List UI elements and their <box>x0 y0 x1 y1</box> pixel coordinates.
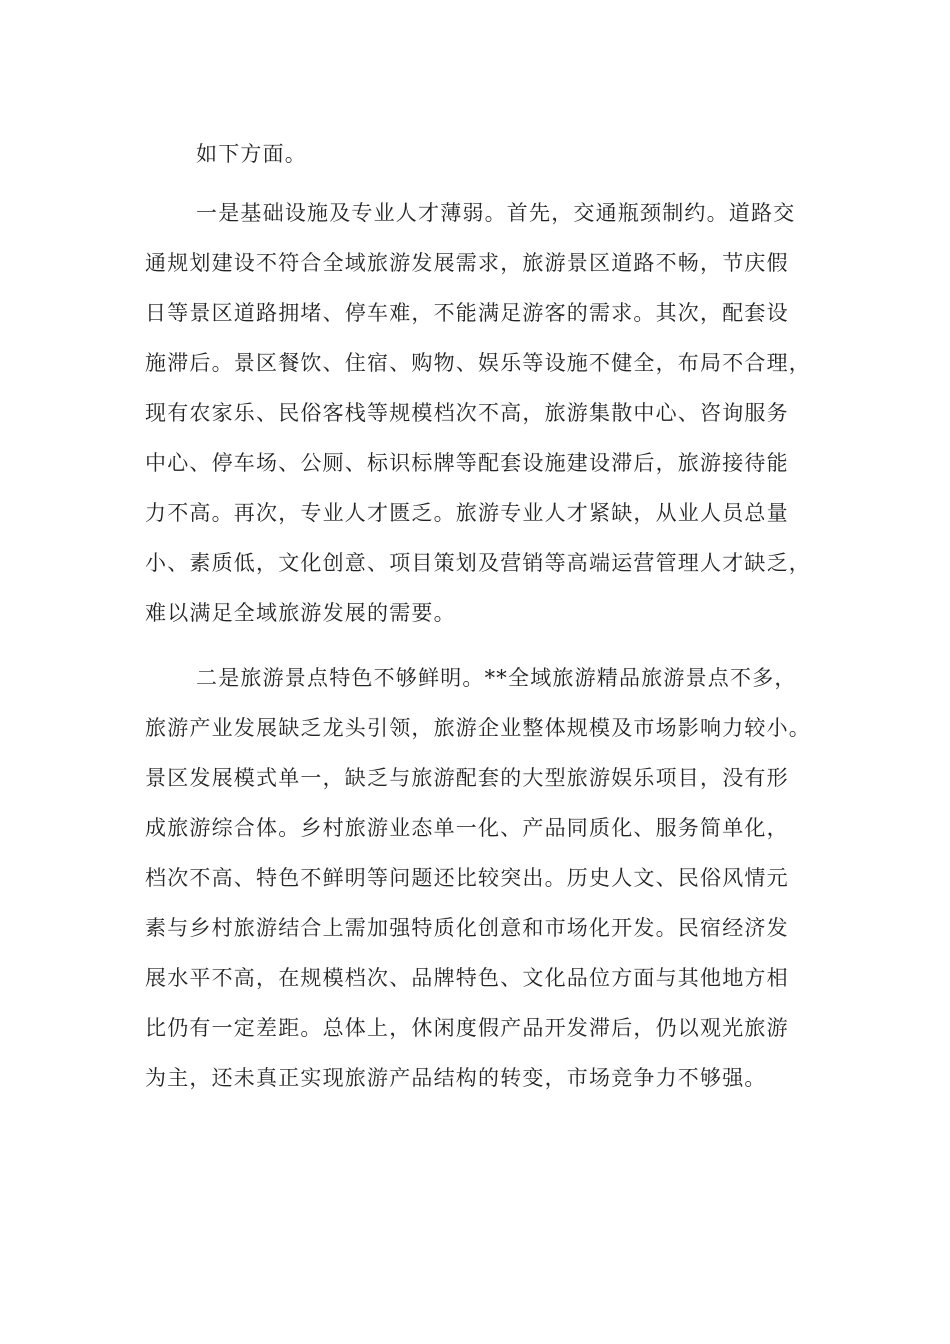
paragraph-2-line-3: 日等景区道路拥堵、停车难，不能满足游客的需求。其次，配套设 <box>145 301 789 325</box>
paragraph-3-line-7: 展水平不高，在规模档次、品牌特色、文化品位方面与其他地方相 <box>145 966 789 990</box>
paragraph-3-line-8: 比仍有一定差距。总体上，休闲度假产品开发滞后，仍以观光旅游 <box>145 1016 789 1040</box>
paragraph-3-line-6: 素与乡村旅游结合上需加强特质化创意和市场化开发。民宿经济发 <box>145 916 789 940</box>
paragraph-2-line-5: 现有农家乐、民俗客栈等规模档次不高，旅游集散中心、咨询服务 <box>145 401 789 425</box>
paragraph-2-line-7: 力不高。再次，专业人才匮乏。旅游专业人才紧缺，从业人员总量 <box>145 501 789 525</box>
paragraph-3-line-2: 旅游产业发展缺乏龙头引领，旅游企业整体规模及市场影响力较小。 <box>145 716 811 740</box>
paragraph-1-line-1: 如下方面。 <box>196 142 307 166</box>
paragraph-3-line-4: 成旅游综合体。乡村旅游业态单一化、产品同质化、服务简单化， <box>145 816 789 840</box>
paragraph-3-line-3: 景区发展模式单一，缺乏与旅游配套的大型旅游娱乐项目，没有形 <box>145 766 789 790</box>
paragraph-3-line-9: 为主，还未真正实现旅游产品结构的转变，市场竞争力不够强。 <box>145 1066 767 1090</box>
paragraph-3-line-5: 档次不高、特色不鲜明等问题还比较突出。历史人文、民俗风情元 <box>145 866 789 890</box>
paragraph-2-line-8: 小、素质低，文化创意、项目策划及营销等高端运营管理人才缺乏， <box>145 551 811 575</box>
paragraph-3-line-1: 二是旅游景点特色不够鲜明。**全域旅游精品旅游景点不多， <box>196 666 797 690</box>
paragraph-2-line-1: 一是基础设施及专业人才薄弱。首先，交通瓶颈制约。道路交 <box>196 201 796 225</box>
paragraph-2-line-9: 难以满足全域旅游发展的需要。 <box>145 601 456 625</box>
paragraph-2-line-6: 中心、停车场、公厕、标识标牌等配套设施建设滞后，旅游接待能 <box>145 451 789 475</box>
paragraph-2-line-4: 施滞后。景区餐饮、住宿、购物、娱乐等设施不健全，布局不合理， <box>145 351 811 375</box>
paragraph-2-line-2: 通规划建设不符合全域旅游发展需求，旅游景区道路不畅，节庆假 <box>145 251 789 275</box>
